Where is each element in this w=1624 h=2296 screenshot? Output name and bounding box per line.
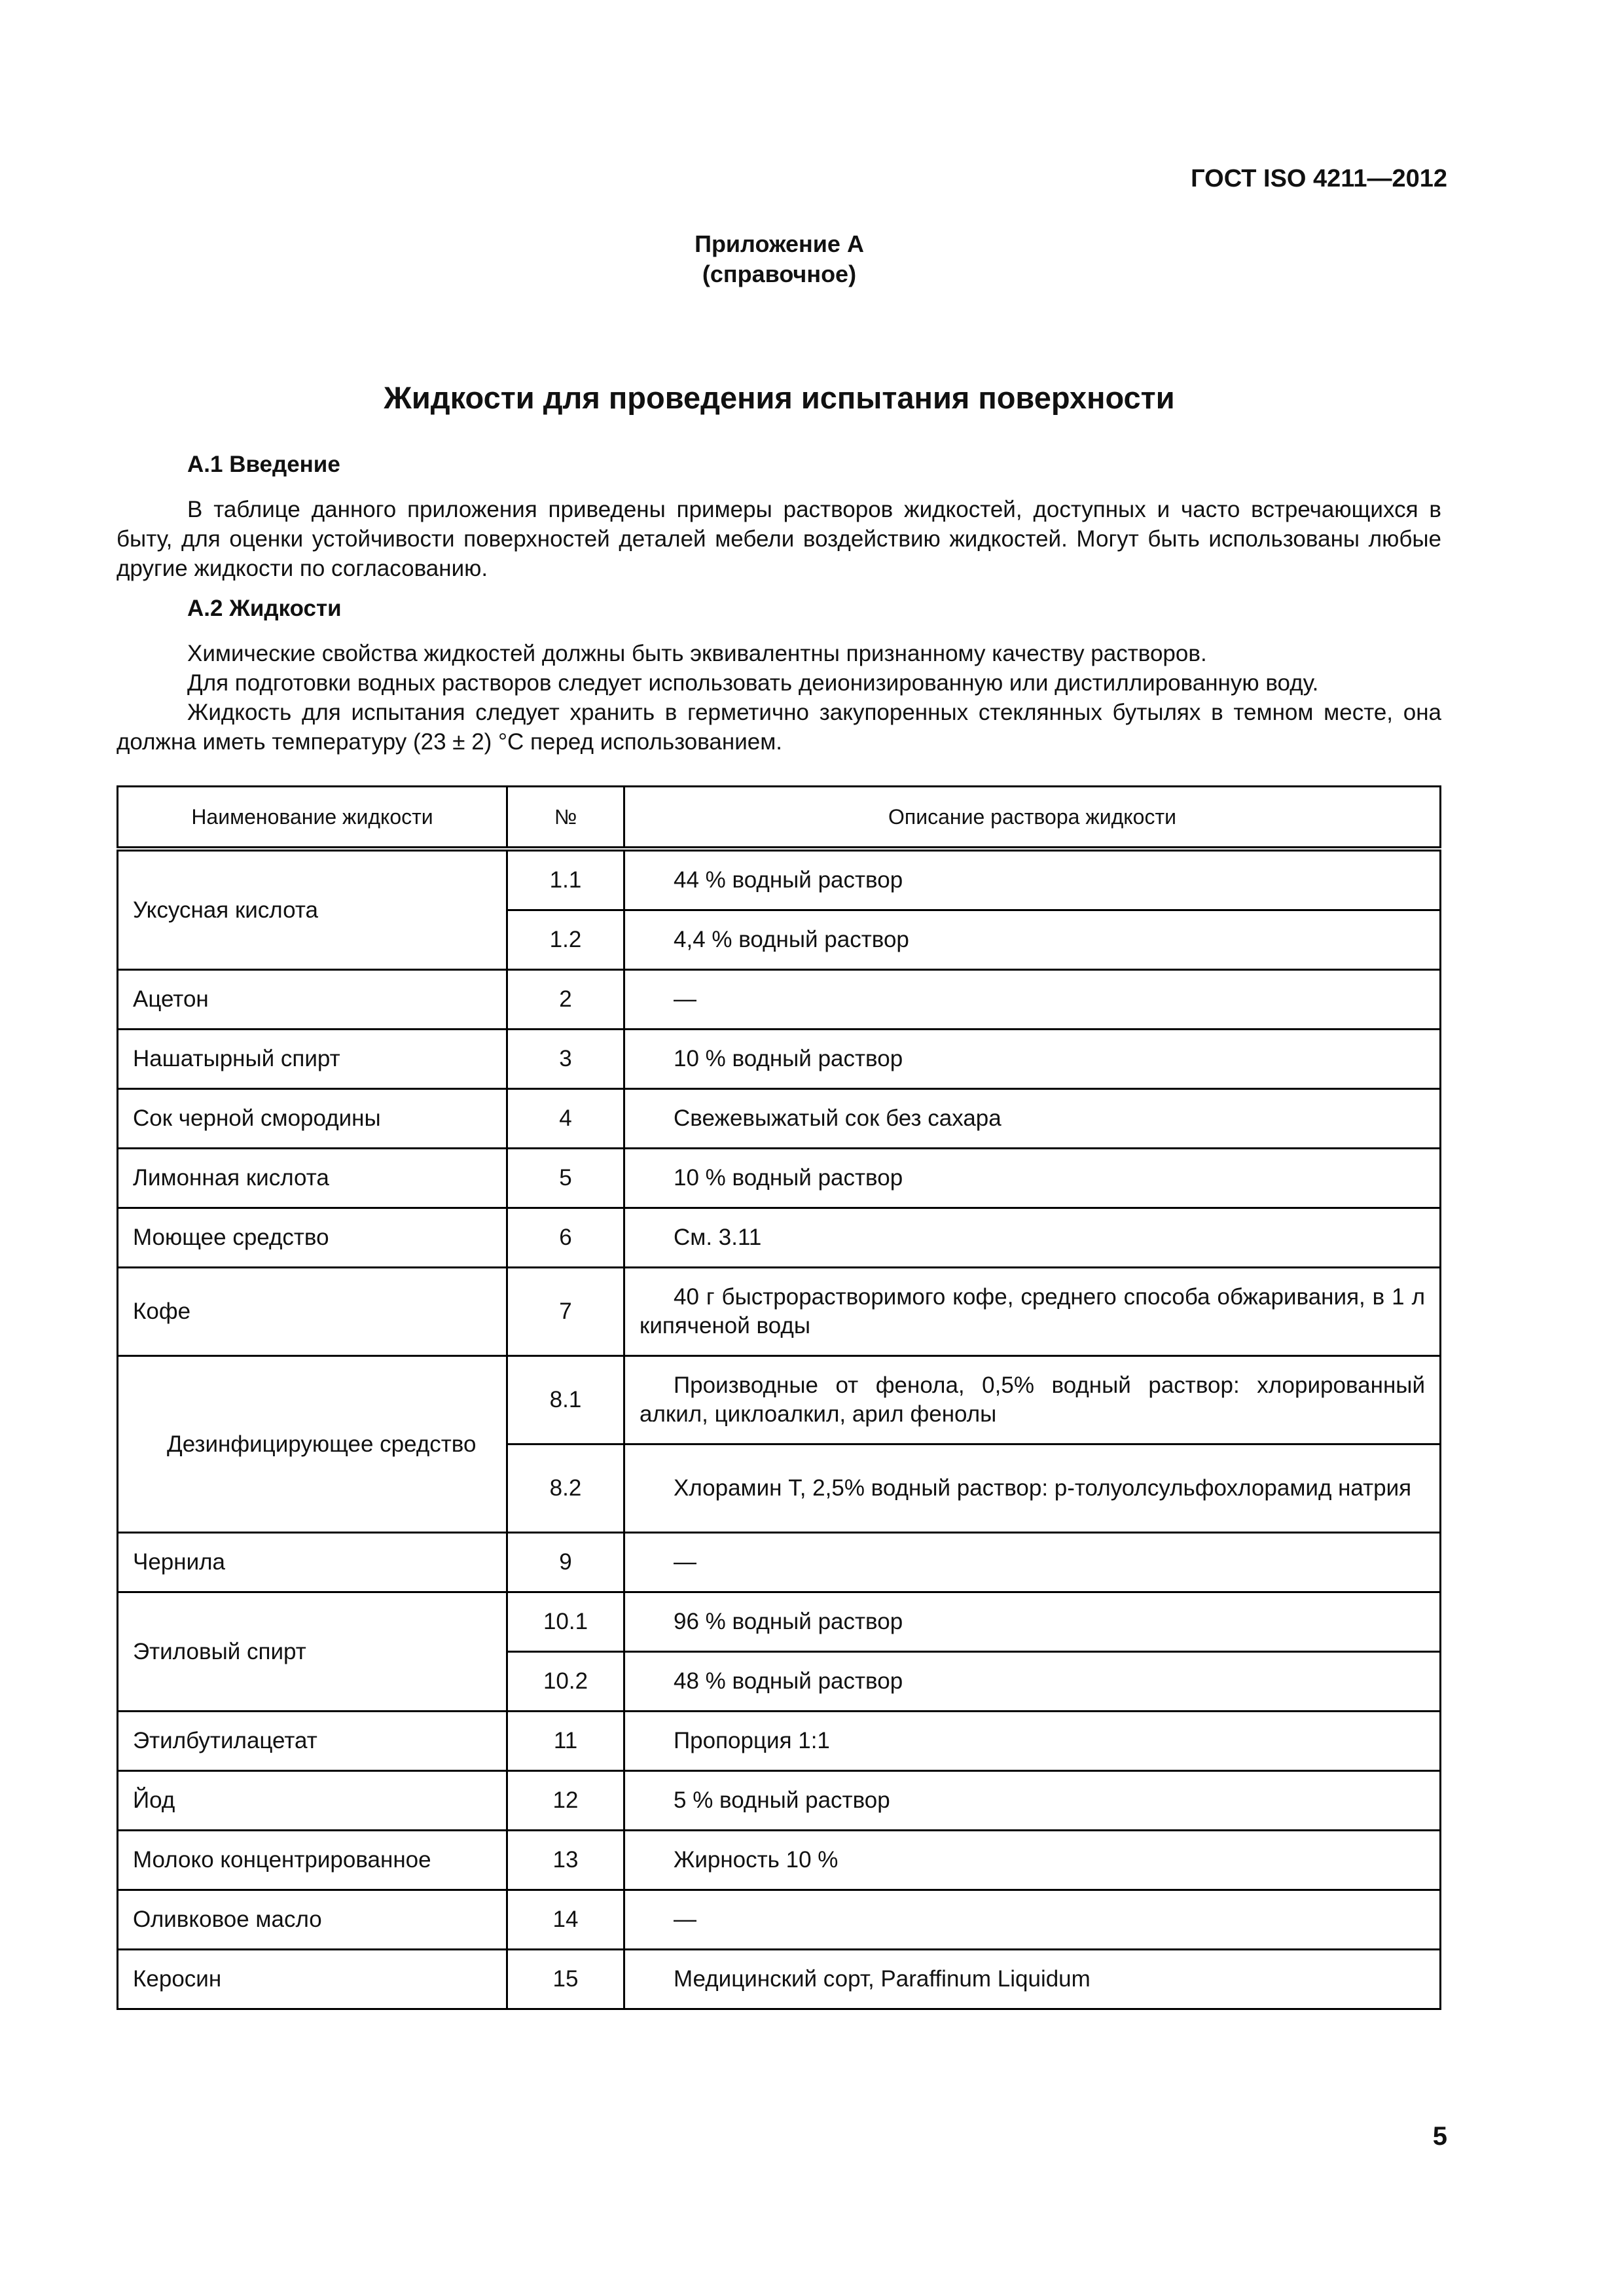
liquid-name: Дезинфицирующее средство <box>118 1356 507 1533</box>
paragraph: Жидкость для испытания следует хранить в герметично закупоренных стеклянных бутылях в темном месте, она должна иметь температуру (23 ± 2) °С перед использованием. <box>117 700 1441 755</box>
liquid-number: 13 <box>507 1831 624 1890</box>
liquid-description: Хлорамин Т, 2,5% водный раствор: р-толуолсульфохлорамид натрия <box>624 1444 1441 1533</box>
table-row <box>118 1149 1441 1208</box>
liquid-description: — <box>624 1890 1441 1950</box>
liquid-description: 10 % водный раствор <box>624 1030 1441 1089</box>
section-introduction <box>117 452 1441 583</box>
liquid-number: 5 <box>507 1149 624 1208</box>
liquid-number: 10.2 <box>507 1652 624 1712</box>
liquid-description: 4,4 % водный раствор <box>624 910 1441 970</box>
liquid-description: — <box>624 970 1441 1030</box>
table-row <box>118 1890 1441 1950</box>
paragraph: Химические свойства жидкостей должны быть эквивалентны признанному качеству растворов. <box>187 641 1207 666</box>
table-row <box>118 1533 1441 1592</box>
table-row <box>118 1950 1441 2009</box>
liquid-description: — <box>624 1533 1441 1592</box>
liquid-number: 12 <box>507 1771 624 1831</box>
liquid-number: 6 <box>507 1208 624 1268</box>
liquid-name: Чернила <box>118 1533 507 1592</box>
liquid-number: 8.2 <box>507 1444 624 1533</box>
liquid-description: Медицинский сорт, Paraffinum Liquidum <box>624 1950 1441 2009</box>
column-header-number: № <box>507 787 624 850</box>
liquid-name: Молоко концентрированное <box>118 1831 507 1890</box>
table-row <box>118 1771 1441 1831</box>
table-row <box>118 1208 1441 1268</box>
liquid-description: 48 % водный раствор <box>624 1652 1441 1712</box>
liquid-number: 7 <box>507 1268 624 1356</box>
page-number: 5 <box>1432 2122 1447 2151</box>
liquid-description: Жирность 10 % <box>624 1831 1441 1890</box>
page-title: Жидкости для проведения испытания поверхности <box>384 380 1175 415</box>
table-row <box>118 1030 1441 1089</box>
liquid-name: Оливковое масло <box>118 1890 507 1950</box>
liquid-name: Сок черной смородины <box>118 1089 507 1149</box>
table-row <box>118 1712 1441 1771</box>
table-row <box>118 1592 1441 1652</box>
liquid-number: 1.2 <box>507 910 624 970</box>
table-row <box>118 849 1441 910</box>
liquid-number: 2 <box>507 970 624 1030</box>
column-header-name: Наименование жидкости <box>118 787 507 850</box>
document-standard-code: ГОСТ ISO 4211—2012 <box>1191 165 1447 192</box>
table-row <box>118 1831 1441 1890</box>
liquid-description: 10 % водный раствор <box>624 1149 1441 1208</box>
liquid-number: 11 <box>507 1712 624 1771</box>
liquid-name: Моющее средство <box>118 1208 507 1268</box>
liquid-name: Йод <box>118 1771 507 1831</box>
appendix-type: (справочное) <box>702 260 857 287</box>
table-row <box>118 1268 1441 1356</box>
liquid-number: 4 <box>507 1089 624 1149</box>
liquid-number: 14 <box>507 1890 624 1950</box>
liquid-name: Уксусная кислота <box>118 849 507 970</box>
appendix-label <box>0 229 1559 289</box>
liquid-description: 96 % водный раствор <box>624 1592 1441 1652</box>
liquid-number: 15 <box>507 1950 624 2009</box>
liquid-number: 3 <box>507 1030 624 1089</box>
section-heading: А.2 Жидкости <box>187 596 342 621</box>
table-row <box>118 1356 1441 1444</box>
table-header-row <box>118 787 1441 850</box>
liquid-description: Свежевыжатый сок без сахара <box>624 1089 1441 1149</box>
liquid-name: Этилбутилацетат <box>118 1712 507 1771</box>
liquid-description: 40 г быстрорастворимого кофе, среднего способа обжаривания, в 1 л кипяченой воды <box>624 1268 1441 1356</box>
table-row <box>118 970 1441 1030</box>
liquid-number: 9 <box>507 1533 624 1592</box>
paragraph: В таблице данного приложения приведены примеры растворов жидкостей, доступных и часто встречающихся в быту, для оценки устойчивости поверхностей деталей мебели воздействию жидкостей. Могут быть использованы любые другие жидкости по согласованию. <box>117 497 1441 581</box>
liquid-name: Керосин <box>118 1950 507 2009</box>
liquid-description: Пропорция 1:1 <box>624 1712 1441 1771</box>
liquid-description: 5 % водный раствор <box>624 1771 1441 1831</box>
liquid-name: Нашатырный спирт <box>118 1030 507 1089</box>
liquid-number: 1.1 <box>507 849 624 910</box>
liquids-table <box>117 785 1441 2010</box>
liquid-description: Производные от фенола, 0,5% водный раствор: хлорированный алкил, циклоалкил, арил фенолы <box>624 1356 1441 1444</box>
appendix-title: Приложение А <box>695 230 864 257</box>
liquid-number: 10.1 <box>507 1592 624 1652</box>
table-row <box>118 1089 1441 1149</box>
liquid-name: Кофе <box>118 1268 507 1356</box>
paragraph: Для подготовки водных растворов следует использовать деионизированную или дистиллированную воду. <box>187 670 1319 696</box>
liquid-description: См. 3.11 <box>624 1208 1441 1268</box>
liquid-name: Ацетон <box>118 970 507 1030</box>
liquid-number: 8.1 <box>507 1356 624 1444</box>
liquid-name: Лимонная кислота <box>118 1149 507 1208</box>
section-liquids <box>117 596 1441 757</box>
column-header-description: Описание раствора жидкости <box>624 787 1441 850</box>
liquid-name: Этиловый спирт <box>118 1592 507 1712</box>
section-heading: А.1 Введение <box>187 452 340 477</box>
liquid-description: 44 % водный раствор <box>624 849 1441 910</box>
